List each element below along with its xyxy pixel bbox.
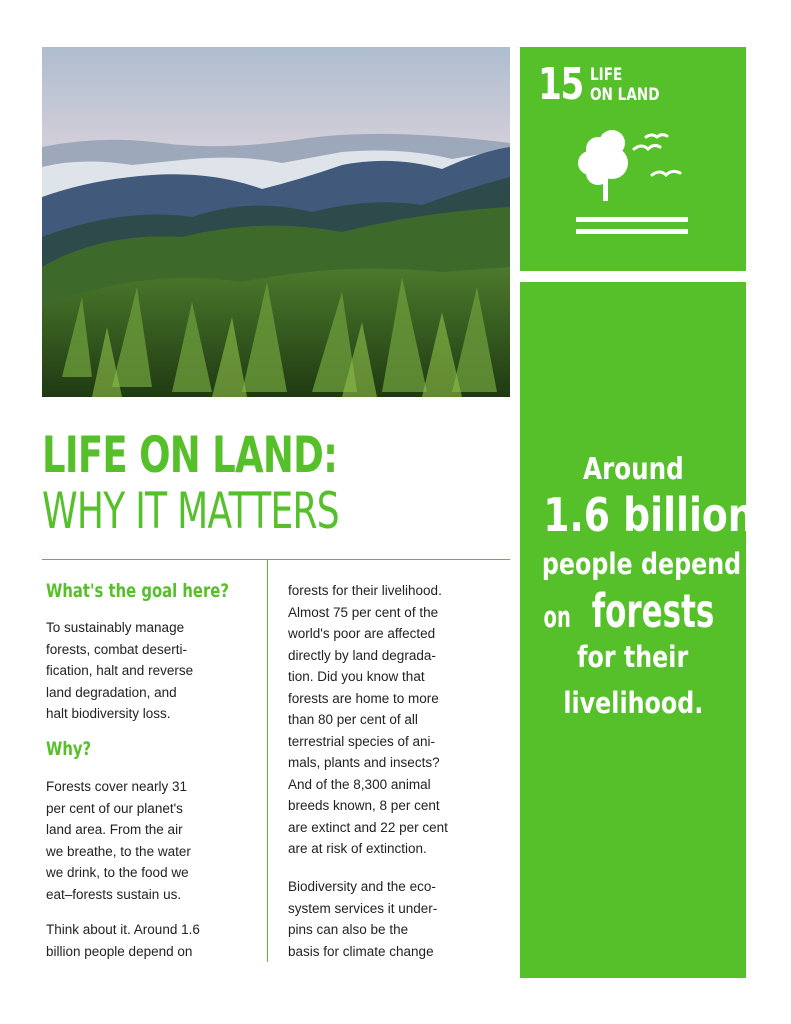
column-divider — [267, 559, 268, 962]
page-subtitle: WHY IT MATTERS — [42, 482, 339, 540]
callout-line: on forests — [543, 584, 715, 638]
body-paragraph: forests for their livelihood. Almost 75 per cent of the world's poor are affected directly by land degrada- tion. Did you know that forests are home to more than 80 per cent of all terrestrial species of ani- mals, plants and insects? And of the 8,300 animal breeds known, 8 per cent are extinct and 22 per cent are at risk of extinction. — [288, 583, 448, 856]
callout-highlight: 1.6 billion — [543, 488, 755, 542]
callout-panel — [520, 282, 755, 978]
page-title: LIFE ON LAND: — [42, 426, 338, 484]
callout-line: livelihood. — [563, 686, 703, 720]
goal-number: 15 — [538, 59, 583, 110]
why-paragraph: Forests cover nearly 31 per cent of our planet's land area. From the air we breathe, to the water we drink, to the food we eat–forests sustain us. — [46, 779, 191, 902]
goal-title: LIFE ON LAND — [590, 65, 660, 105]
callout-line: Around — [582, 452, 684, 487]
section-heading: Why? — [46, 738, 92, 760]
section-heading: What's the goal here? — [46, 580, 229, 602]
callout-line: people depend — [541, 547, 742, 581]
divider — [42, 559, 510, 560]
think-paragraph: Think about it. Around 1.6 billion people depend on — [46, 922, 200, 959]
forest-landscape-photo — [42, 47, 510, 397]
callout-line: for their — [577, 640, 689, 674]
sdg-15-badge — [520, 47, 746, 271]
body-paragraph: Biodiversity and the eco- system services it under- pins can also be the basis for climate change — [288, 879, 438, 959]
goal-paragraph: To sustainably manage forests, combat deserti- fication, halt and reverse land degradation, and halt biodiversity loss. — [46, 620, 194, 721]
tree-birds-icon — [572, 129, 692, 254]
